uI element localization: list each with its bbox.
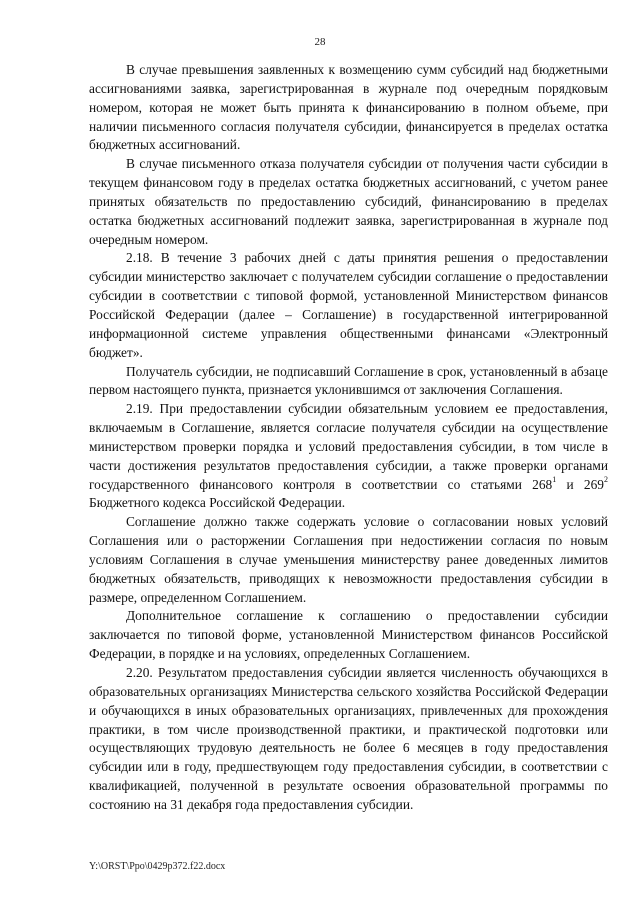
superscript-268: 1 — [552, 475, 557, 485]
paragraph-written-refusal: В случае письменного отказа получателя субсидии от получения части субсидии в текущем финансовом году в пределах остатка бюджетных ассигнований, с учетом ранее принятых обязательств по предоставлению субсидий, финансированию в пределах остатка бюджетных ассигнований подлежит заявка, зарегистрированная в журнале под очередным номером. — [89, 156, 608, 247]
paragraph-2-19-text-b: и 269 — [556, 476, 604, 492]
paragraph-agreement-conditions: Соглашение должно также содержать условие о согласовании новых условий Соглашения или о расторжении Соглашения при недостижении согласия по новым условиям Соглашения в случае уменьшения министерству ранее доведенных лимитов бюджетных обязательств, приводящих к невозможности предоставления субсидии в размере, определенном Соглашением. — [89, 514, 608, 605]
footer-file-path: Y:\ORST\Ppo\0429p372.f22.docx — [89, 861, 226, 872]
paragraph-additional-agreement: Дополнительное соглашение к соглашению о предоставлении субсидии заключается по типовой форме, установленной Министерством финансов Российской Федерации, в порядке и на условиях, определенных Соглашением. — [89, 608, 608, 662]
paragraph-2-18: 2.18. В течение 3 рабочих дней с даты принятия решения о предоставлении субсидии министерство заключает с получателем субсидии соглашение о предоставлении субсидии в соответствии с типовой формой, установленной Министерством финансов Российской Федерации (далее – Соглашение) в государственной интегрированной информационной системе управления общественными финансами «Электронный бюджет». — [89, 250, 608, 360]
superscript-269: 2 — [604, 475, 608, 485]
paragraph-unsigned-agreement: Получатель субсидии, не подписавший Соглашение в срок, установленный в абзаце первом настоящего пункта, признается уклонившимся от заключения Соглашения. — [89, 363, 608, 398]
paragraph-2-19-text-a: 2.19. При предоставлении субсидии обязательным условием ее предоставления, включаемым в Соглашение, является согласие получателя субсидии на осуществление министерством проверки порядка и условий предоставления субсидии, в том числе в части достижения результатов предоставления субсидии, а также проверки органами государственного финансового контроля в соответствии со статьями 268 — [89, 401, 608, 492]
paragraph-2-20: 2.20. Результатом предоставления субсидии является численность обучающихся в образовательных организациях Министерства сельского хозяйства Российской Федерации и обучающихся в иных образовательных организациях, привлеченных для прохождения практики, в том числе производственной практики, и практической подготовки или осуществляющих трудовую деятельность не более 6 месяцев в году предоставления субсидии или в году, предшествующем году предоставления субсидии, в соответствии с квалификацией, полученной в результате освоения образовательной программы по состоянию на 31 декабря года предоставления субсидии. — [89, 665, 608, 812]
paragraph-2-19 — [89, 400, 608, 513]
page-number: 28 — [314, 36, 326, 48]
paragraph-2-19-text-c: Бюджетного кодекса Российской Федерации. — [89, 495, 346, 511]
document-body — [89, 61, 608, 815]
paragraph-excess-claims: В случае превышения заявленных к возмещению сумм субсидий над бюджетными ассигнованиями заявка, зарегистрированная в журнале под очередным порядковым номером, которая не может быть принята к финансированию в полном объеме, при наличии письменного согласия получателя субсидии, финансируется в пределах остатка бюджетных ассигнований. — [89, 62, 608, 153]
